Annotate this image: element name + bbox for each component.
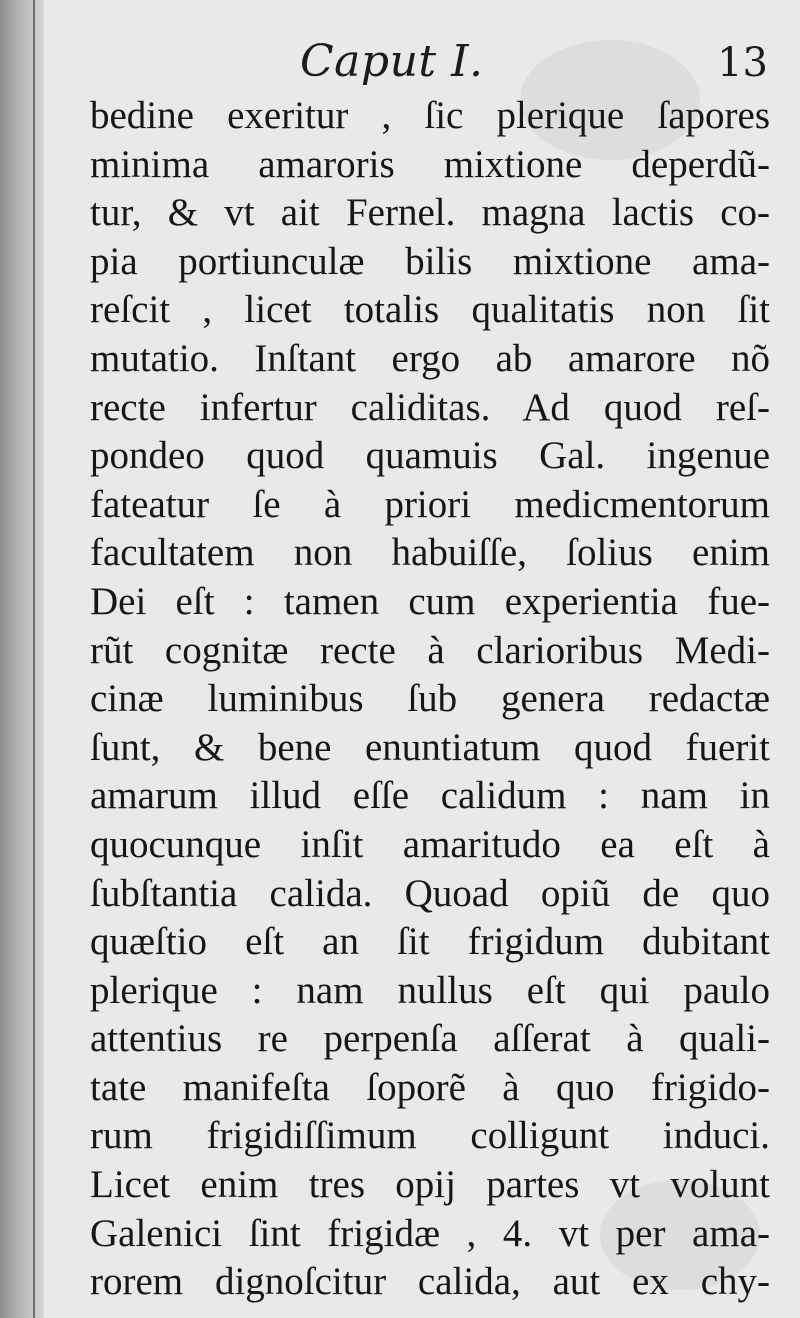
- text-line: reſcit , licet totalis qualitatis non ſit: [90, 288, 770, 332]
- text-line: quocunque inſit amaritudo ea eſt à: [90, 822, 770, 866]
- text-line: rũt cognitæ recte à clarioribus Medi-: [90, 628, 770, 672]
- gutter-shadow-line: [33, 0, 35, 1318]
- text-line: recte infertur caliditas. Ad quod reſ-: [90, 385, 770, 429]
- text-line: Galenici ſint frigidæ , 4. vt per ama-: [90, 1211, 770, 1255]
- running-head: Caput I.: [300, 36, 484, 87]
- text-line: tate manifeſta ſoporẽ à quo frigido-: [90, 1065, 770, 1109]
- text-line: Licet enim tres opij partes vt volunt: [90, 1163, 770, 1207]
- text-line: rum frigidiſſimum colligunt induci.: [90, 1114, 770, 1158]
- text-line: tur, & vt ait Fernel. magna lactis co-: [90, 191, 770, 235]
- text-line: amarum illud eſſe calidum : nam in: [90, 774, 770, 818]
- body-text: [90, 92, 770, 1307]
- page-header: [0, 30, 800, 100]
- text-line: fateatur ſe à priori medicmentorum: [90, 482, 770, 526]
- text-line: cinæ luminibus ſub genera redactæ: [90, 677, 770, 721]
- text-line: attentius re perpenſa aſſerat à quali-: [90, 1017, 770, 1061]
- text-line: ſubſtantia calida. Quoad opiũ de quo: [90, 871, 770, 915]
- text-line: minima amaroris mixtione deperdũ-: [90, 142, 770, 186]
- text-line: bedine exeritur , ſic plerique ſapores: [90, 94, 770, 137]
- page-number: 13: [717, 40, 768, 86]
- text-line: quæſtio eſt an ſit frigidum dubitant: [90, 920, 770, 964]
- text-line: pia portiunculæ bilis mixtione ama-: [90, 239, 770, 283]
- binding-gutter: [0, 0, 44, 1318]
- text-line: plerique : nam nullus eſt qui paulo: [90, 968, 770, 1012]
- text-line: Dei eſt : tamen cum experientia fue-: [90, 579, 770, 623]
- text-line: facultatem non habuiſſe, ſolius enim: [90, 531, 770, 575]
- text-line: rorem dignoſcitur calida, aut ex chy-: [90, 1260, 770, 1304]
- text-line: mutatio. Inſtant ergo ab amarore nõ: [90, 336, 770, 380]
- text-line: ſunt, & bene enuntiatum quod fuerit: [90, 725, 770, 769]
- text-line: pondeo quod quamuis Gal. ingenue: [90, 434, 770, 478]
